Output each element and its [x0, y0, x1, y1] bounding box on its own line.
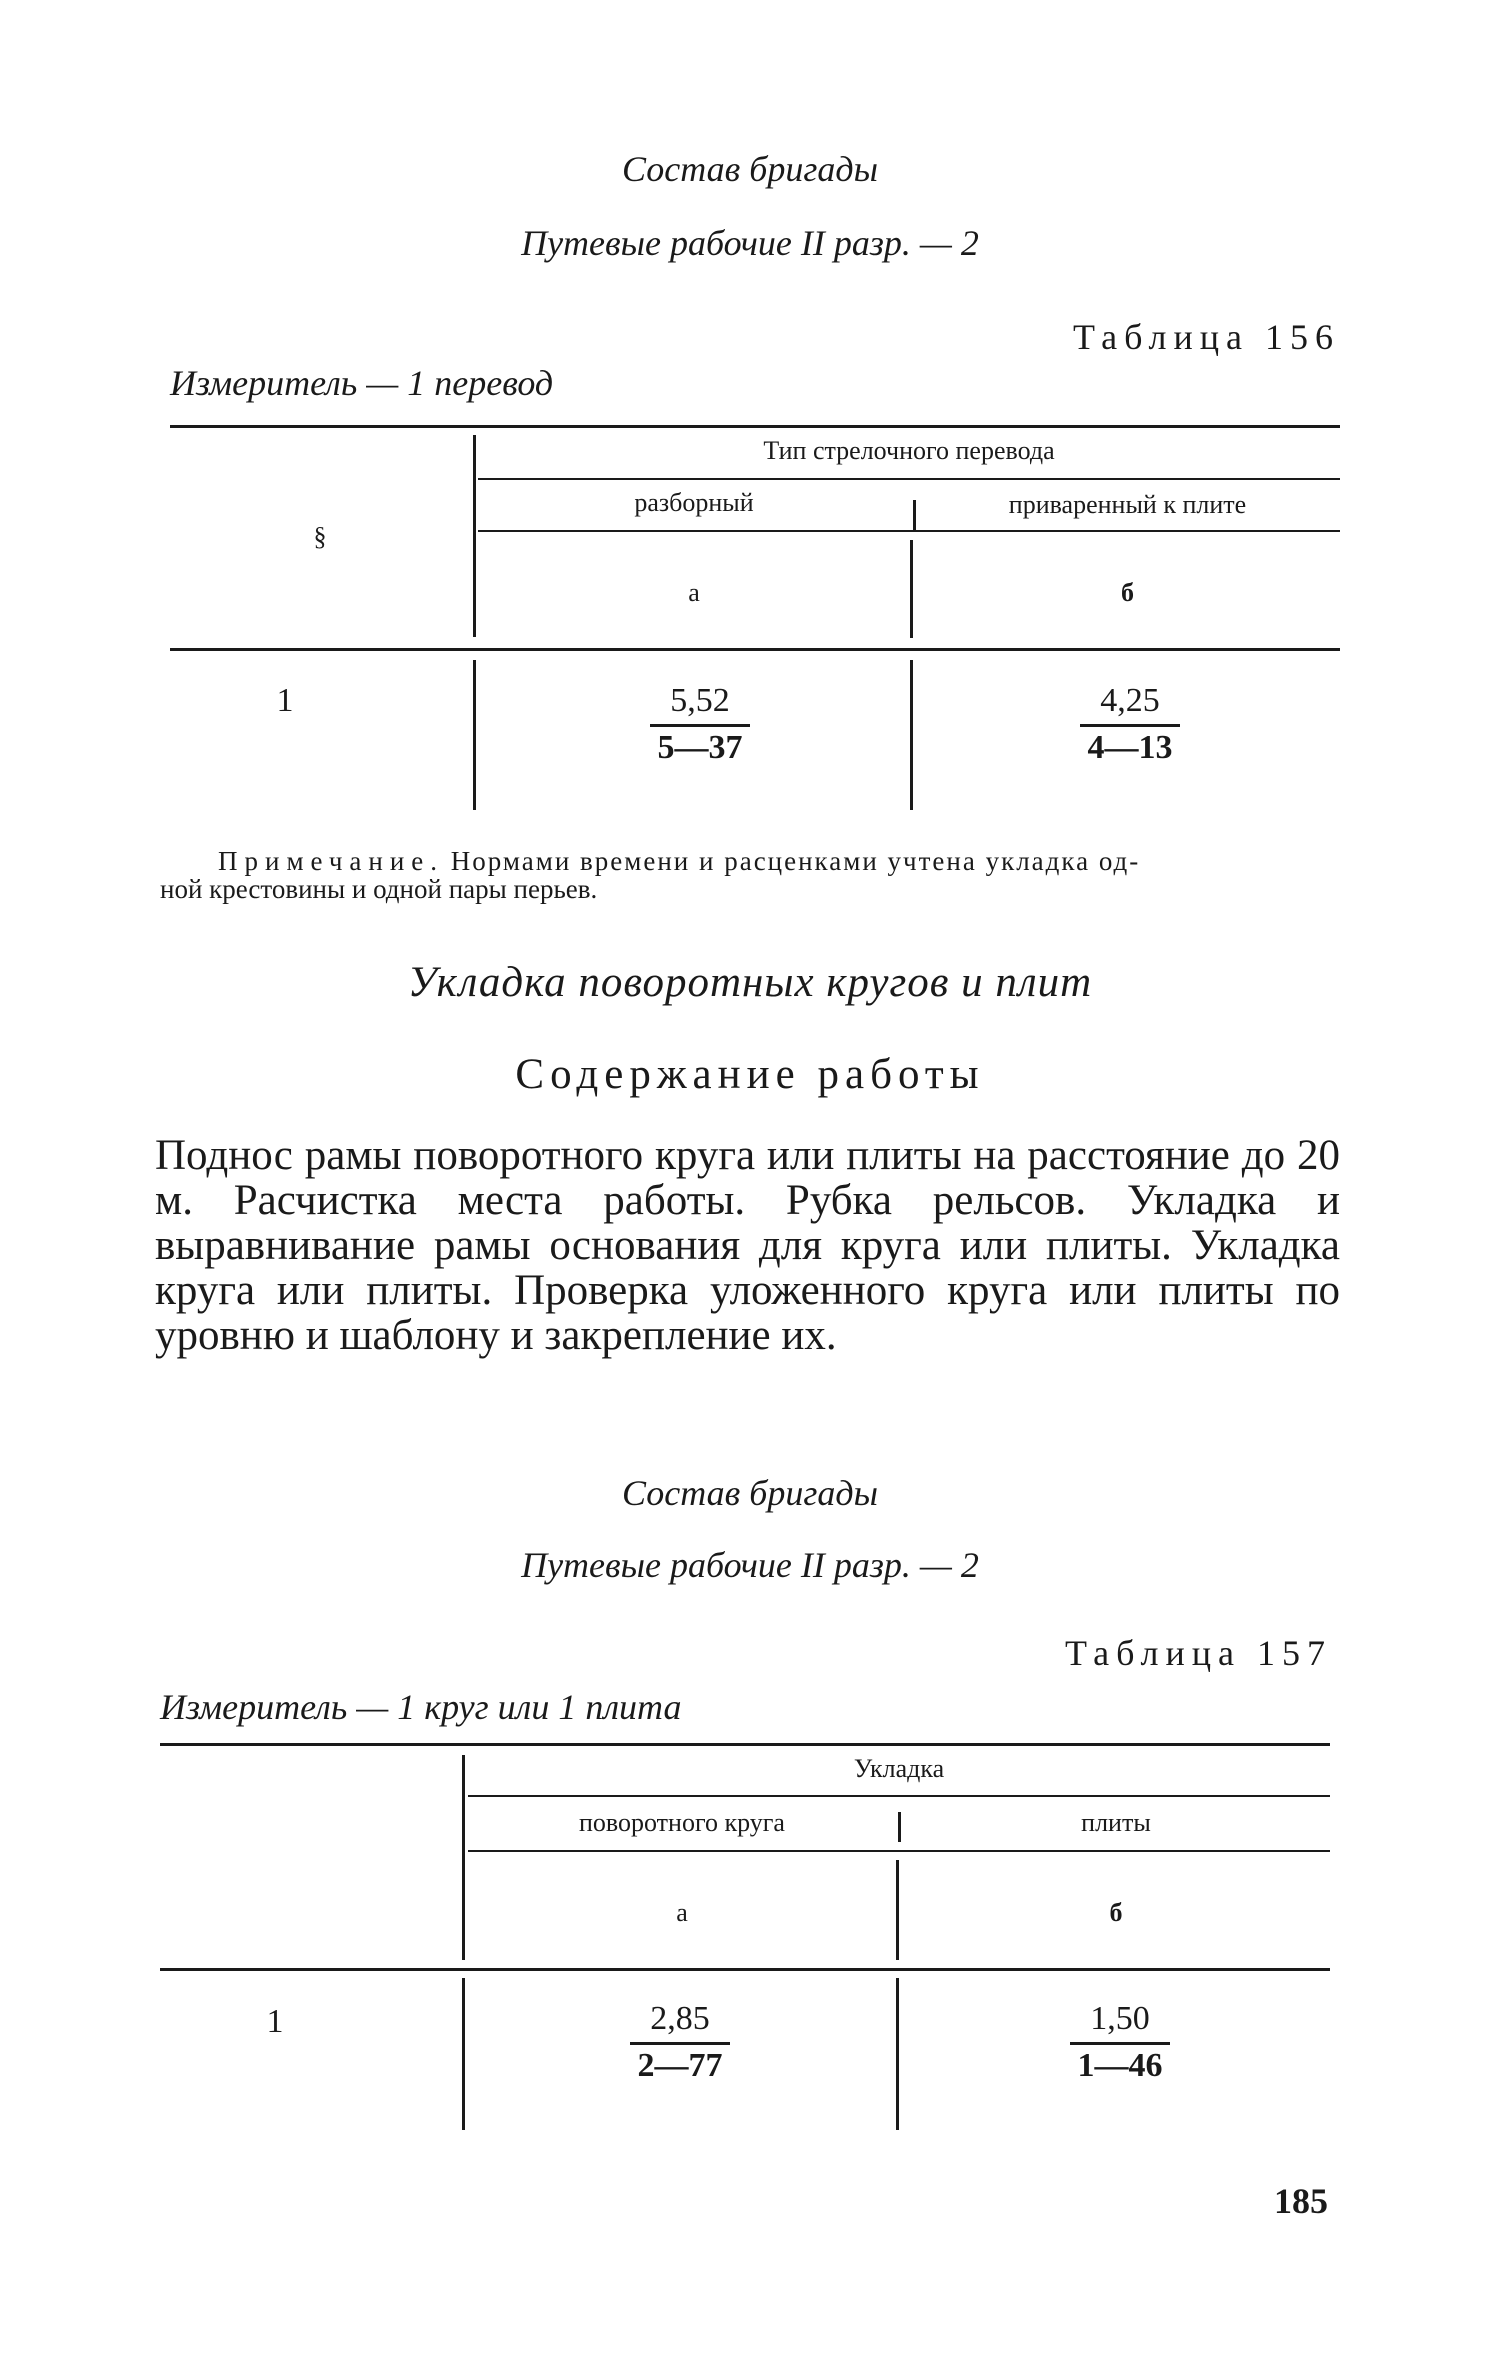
crew-line-2: Путевые рабочие II разр. — 2 — [521, 1545, 979, 1585]
table-divider — [910, 540, 913, 638]
crew-heading-1: Состав бригады — [621, 149, 879, 189]
content-heading: Содержание работы — [515, 1051, 985, 1098]
note-text: Нормами времени и расценками учтена укладка од- — [450, 846, 1141, 876]
table-divider — [478, 478, 1340, 480]
row-paragraph: 1 — [266, 2003, 284, 2040]
group-header: Укладка — [853, 1754, 945, 1783]
table-divider — [473, 660, 476, 810]
col-b-letter: б — [1121, 578, 1134, 607]
table-top-rule — [160, 1743, 1330, 1746]
rate-value: 5,52 — [670, 682, 730, 719]
note-line-1 — [218, 848, 1140, 874]
group-header: Тип стрелочного перевода — [763, 436, 1055, 465]
table-157-label: Таблица 157 — [1065, 1633, 1332, 1673]
table-157-unit: Измеритель — 1 круг или 1 плита — [160, 1687, 682, 1727]
cell-a — [580, 1998, 780, 2087]
price-value: 5—37 — [657, 729, 743, 766]
rate-value: 2,85 — [650, 2000, 710, 2037]
table-top-rule — [170, 425, 1340, 428]
table-156-unit: Измеритель — 1 перевод — [170, 363, 554, 403]
price-value: 2—77 — [637, 2047, 723, 2084]
cell-b — [1020, 1998, 1220, 2087]
col-b-letter: б — [1109, 1898, 1123, 1927]
table-divider — [473, 435, 476, 637]
crew-heading-2: Состав бригады — [621, 1473, 879, 1513]
price-value: 1—46 — [1077, 2047, 1163, 2084]
table-head-rule — [170, 648, 1340, 651]
table-156-label: Таблица 156 — [1073, 317, 1340, 357]
table-divider — [468, 1795, 1330, 1797]
section-title: Укладка поворотных кругов и плит — [407, 959, 1093, 1006]
cell-a — [600, 680, 800, 769]
col-a-header: поворотного круга — [579, 1808, 785, 1837]
price-value: 4—13 — [1087, 729, 1173, 766]
page-number: 185 — [1274, 2181, 1328, 2221]
table-divider — [910, 660, 913, 810]
col-a-header: разборный — [634, 488, 754, 517]
col-a-letter: а — [676, 1898, 688, 1927]
header-stub-paragraph: § — [313, 522, 327, 551]
table-divider — [896, 1860, 899, 1960]
crew-line-1: Путевые рабочие II разр. — 2 — [521, 223, 979, 263]
note-line-2: ной крестовины и одной пары перьев. — [160, 874, 598, 904]
rate-value: 4,25 — [1100, 682, 1160, 719]
rate-value: 1,50 — [1090, 2000, 1150, 2037]
table-divider — [898, 1812, 901, 1842]
col-b-header: плиты — [1081, 1808, 1151, 1837]
table-divider — [896, 1978, 899, 2130]
work-description: Поднос рамы поворотного круга или плиты на расстояние до 20 м. Расчистка места работы. Рубка рельсов. Укладка и выравнивание рамы основания для круга или плиты. Укладка круга или плиты. Проверка уложенного круга или плиты по уровню и шаблону и закрепление их. — [155, 1132, 1340, 1359]
table-divider — [478, 530, 1340, 532]
row-paragraph: 1 — [276, 682, 294, 719]
note-lead: Примечание. — [218, 846, 445, 876]
table-head-rule — [160, 1968, 1330, 1971]
table-divider — [468, 1850, 1330, 1852]
col-b-header: приваренный к плите — [1008, 490, 1247, 519]
table-divider — [462, 1755, 465, 1960]
table-divider — [462, 1978, 465, 2130]
cell-b — [1030, 680, 1230, 769]
col-a-letter: а — [688, 578, 700, 607]
